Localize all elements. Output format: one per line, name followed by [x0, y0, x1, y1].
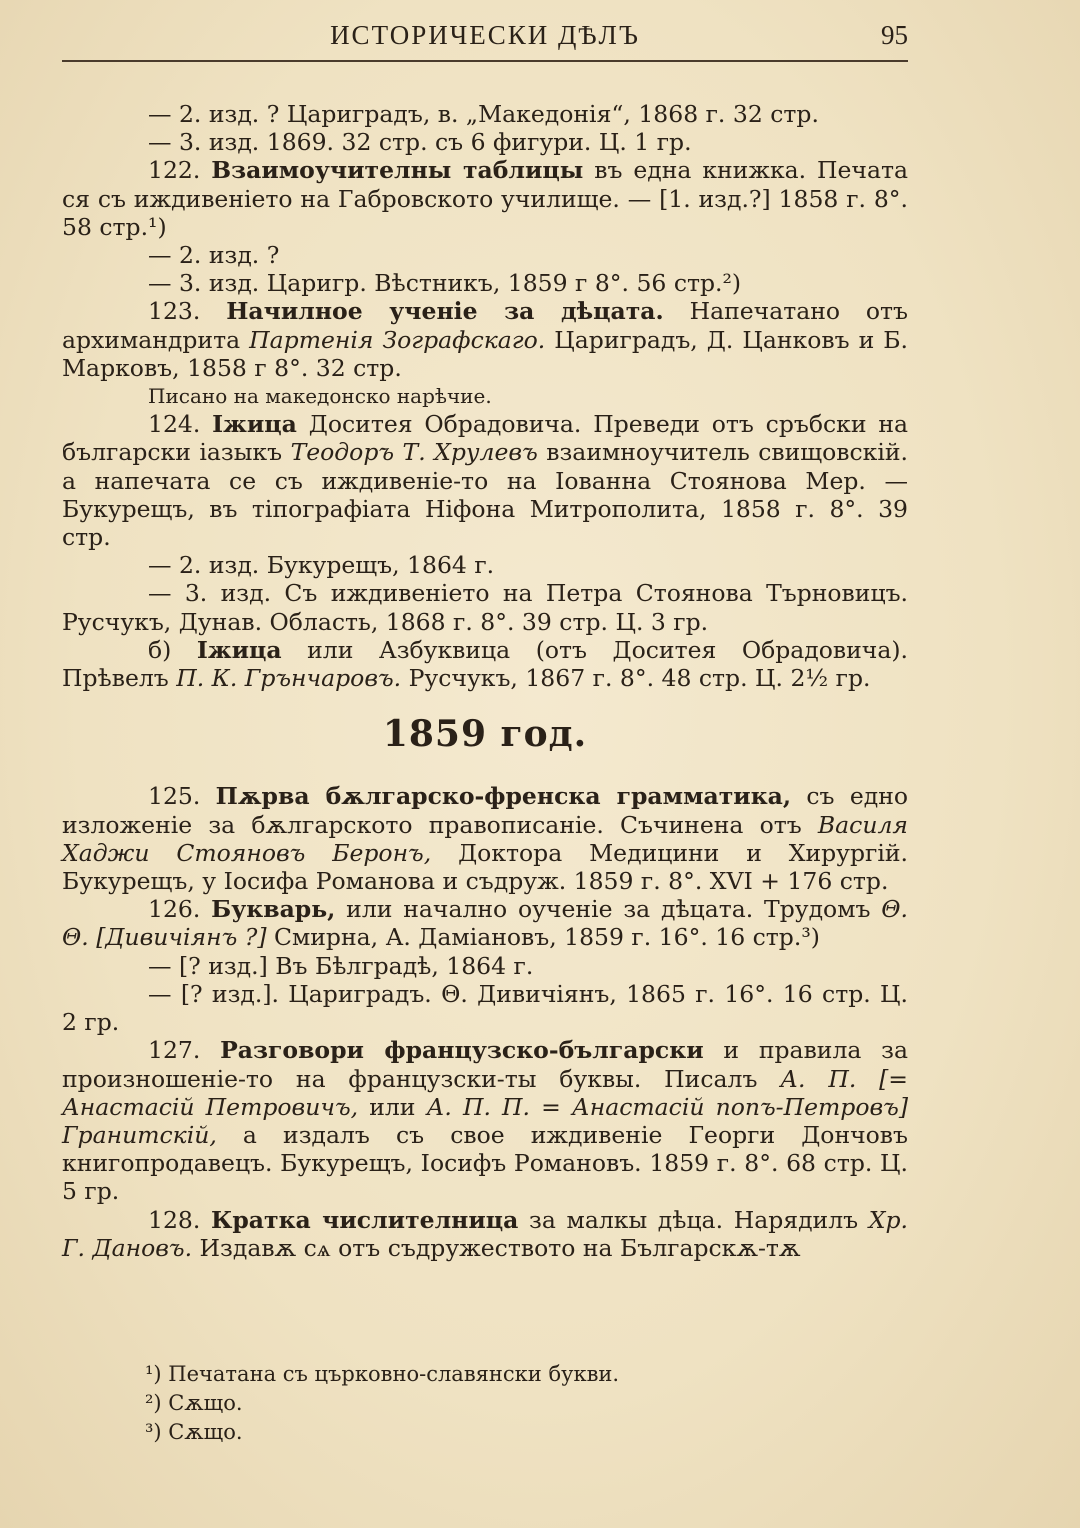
entry-bold: Взаимоучителны таблицы [211, 156, 584, 185]
entry-small: Писано на македонско нарѣчие. [148, 384, 492, 409]
entry-paragraph [62, 579, 908, 635]
entry-italic: А. П. [= Анастасій Петровичъ, [62, 1064, 908, 1121]
entry-paragraph [62, 128, 908, 156]
entries-1858 [62, 100, 908, 692]
entry-rest: и правила за произношеніе-то на французски-ты буквы. Писалъ [62, 1036, 909, 1093]
entry-paragraph [62, 1036, 908, 1205]
entry-rest: Доситея Обрадовича. Преведи отъ сръбски на български іазыкъ [62, 410, 908, 467]
entry-paragraph [62, 269, 908, 297]
page-header [62, 18, 908, 58]
entry-paragraph [62, 297, 908, 382]
entry-num: 128. [148, 1205, 211, 1234]
entry-num: б) [148, 635, 197, 664]
entry-italic: Θ. Θ. [Дивичіянъ ?] [62, 895, 908, 952]
entry-text: — [? изд.] Въ Бѣлградѣ, 1864 г. [148, 951, 534, 980]
entry-rest2: или [358, 1092, 427, 1121]
entry-italic2: А. П. П. = Анастасій попъ-Петровъ] Гранитскій, [62, 1092, 908, 1149]
entry-italic: П. К. Грънчаровъ. [176, 664, 402, 693]
entries-1859 [62, 782, 908, 1261]
header-rule [62, 60, 908, 62]
entry-rest2: Доктора Медицини и Хирургій. Букурещъ, у Іосифа Романова и съдруж. 1859 г. 8°. XVI + 176 стр. [62, 838, 909, 896]
entry-rest2: Смирна, А. Даміановъ, 1859 г. 16°. 16 стр.³) [266, 923, 820, 952]
entry-bold: Кратка числителница [210, 1205, 519, 1234]
entry-rest: Напечатано отъ архимандрита [62, 297, 909, 354]
entry-text: — 3. изд. Съ иждивеніето на Петра Стоянова Търновицъ. Русчукъ, Дунав. Область, 1868 г. 8°. 39 стр. Ц. 3 гр. [62, 579, 908, 636]
entry-text: — [? изд.]. Цариградъ. Θ. Дивичіянъ, 1865 г. 16°. 16 стр. Ц. 2 гр. [62, 979, 908, 1037]
entry-italic: Теодоръ Т. Хрулевъ [290, 438, 538, 467]
entry-italic: Партенія Зографскаго. [249, 325, 546, 354]
entry-text: — 2. изд. Букурещъ, 1864 г. [148, 551, 495, 580]
year-heading: 1859 год. [382, 713, 588, 756]
entry-rest: съ едно изложеніе за бѫлгарското правописаніе. Съчинена отъ [62, 782, 909, 839]
entry-paragraph [62, 156, 908, 241]
entry-num: 125. [148, 782, 216, 811]
entry-rest: или начално оученіе за дѣцата. Трудомъ [335, 895, 882, 924]
page-number: 95 [881, 20, 908, 50]
entry-num: 126. [148, 895, 212, 924]
entry-paragraph [62, 895, 908, 951]
entry-bold: Іжица [212, 410, 297, 439]
entry-bold: Начилное ученіе за дѣцата. [226, 297, 664, 326]
entry-paragraph [62, 551, 908, 579]
entry-rest: или Азбуквица (отъ Доситея Обрадовича). Прѣвелъ [62, 635, 908, 693]
running-title: ИСТОРИЧЕСКИ ДѢЛЪ [330, 20, 640, 50]
entry-paragraph [62, 241, 908, 269]
entry-rest3: а издалъ съ свое иждивеніе Георги Дончовъ книгопродавецъ. Букурещъ, Іосифъ Романовъ. 1859 г. 8°. 68 стр. Ц. 5 гр. [62, 1120, 908, 1206]
entry-rest: за малкы дѣца. Нарядилъ [518, 1205, 869, 1234]
entry-num: 124. [148, 410, 213, 439]
footnotes [145, 1360, 619, 1447]
entry-paragraph [62, 1206, 908, 1262]
entry-bold: Пѫрва бѫлгарско-френска грамматика, [215, 782, 792, 811]
entry-paragraph [62, 410, 908, 551]
entry-num: 122. [148, 156, 212, 185]
entry-paragraph [62, 382, 908, 410]
entry-bold: Іжица [196, 635, 282, 664]
entry-num: 123. [148, 297, 227, 326]
entry-paragraph [62, 636, 908, 692]
entry-bold: Букварь, [211, 895, 336, 924]
entry-text: — 3. изд. 1869. 32 стр. съ 6 фигури. Ц. 1 гр. [148, 128, 692, 157]
entry-rest2: взаимноучитель свищовскій. а напечата се съ иждивеніе-то на Іованна Стоянова Мер. — Букурещъ, въ тіпографіата Ніфона Митрополита, 1858 г. 8°. 39 стр. [62, 438, 908, 552]
entry-text: — 2. изд. ? Цариградъ, в. „Македонія“, 1868 г. 32 стр. [148, 100, 819, 128]
entry-italic: Василя Хаджи Стояновъ Беронъ, [62, 810, 908, 867]
entry-num: 127. [148, 1036, 221, 1065]
entry-bold: Разговори французско-български [220, 1036, 704, 1065]
entry-text: — 2. изд. ? [148, 241, 280, 270]
entry-paragraph [62, 952, 908, 980]
entry-paragraph [62, 782, 908, 895]
footnote: ³) Сѫщо. [145, 1420, 243, 1444]
entry-rest2: Издавѫ сѧ отъ съдружеството на Българскѫ-тѫ [192, 1233, 801, 1262]
entry-rest: въ една книжка. Печата ся съ иждивеніето на Габровското училище. — [1. изд.?] 1858 г. 8°. 58 стр.¹) [62, 156, 908, 241]
entry-paragraph [62, 980, 908, 1036]
entry-rest2: Русчукъ, 1867 г. 8°. 48 стр. Ц. 2½ гр. [401, 664, 871, 693]
entry-text: — 3. изд. Царигр. Вѣстникъ, 1859 г 8°. 56 стр.²) [148, 269, 742, 298]
entry-italic: Хр. Г. Дановъ. [62, 1205, 908, 1262]
page-body [62, 100, 908, 1262]
entry-rest2: Цариградъ, Д. Цанковъ и Б. Марковъ, 1858 г 8°. 32 стр. [62, 325, 909, 382]
footnote: ²) Сѫщо. [145, 1391, 243, 1415]
entry-paragraph [62, 100, 908, 128]
footnote: ¹) Печатана съ църковно-славянски букви. [145, 1362, 620, 1386]
